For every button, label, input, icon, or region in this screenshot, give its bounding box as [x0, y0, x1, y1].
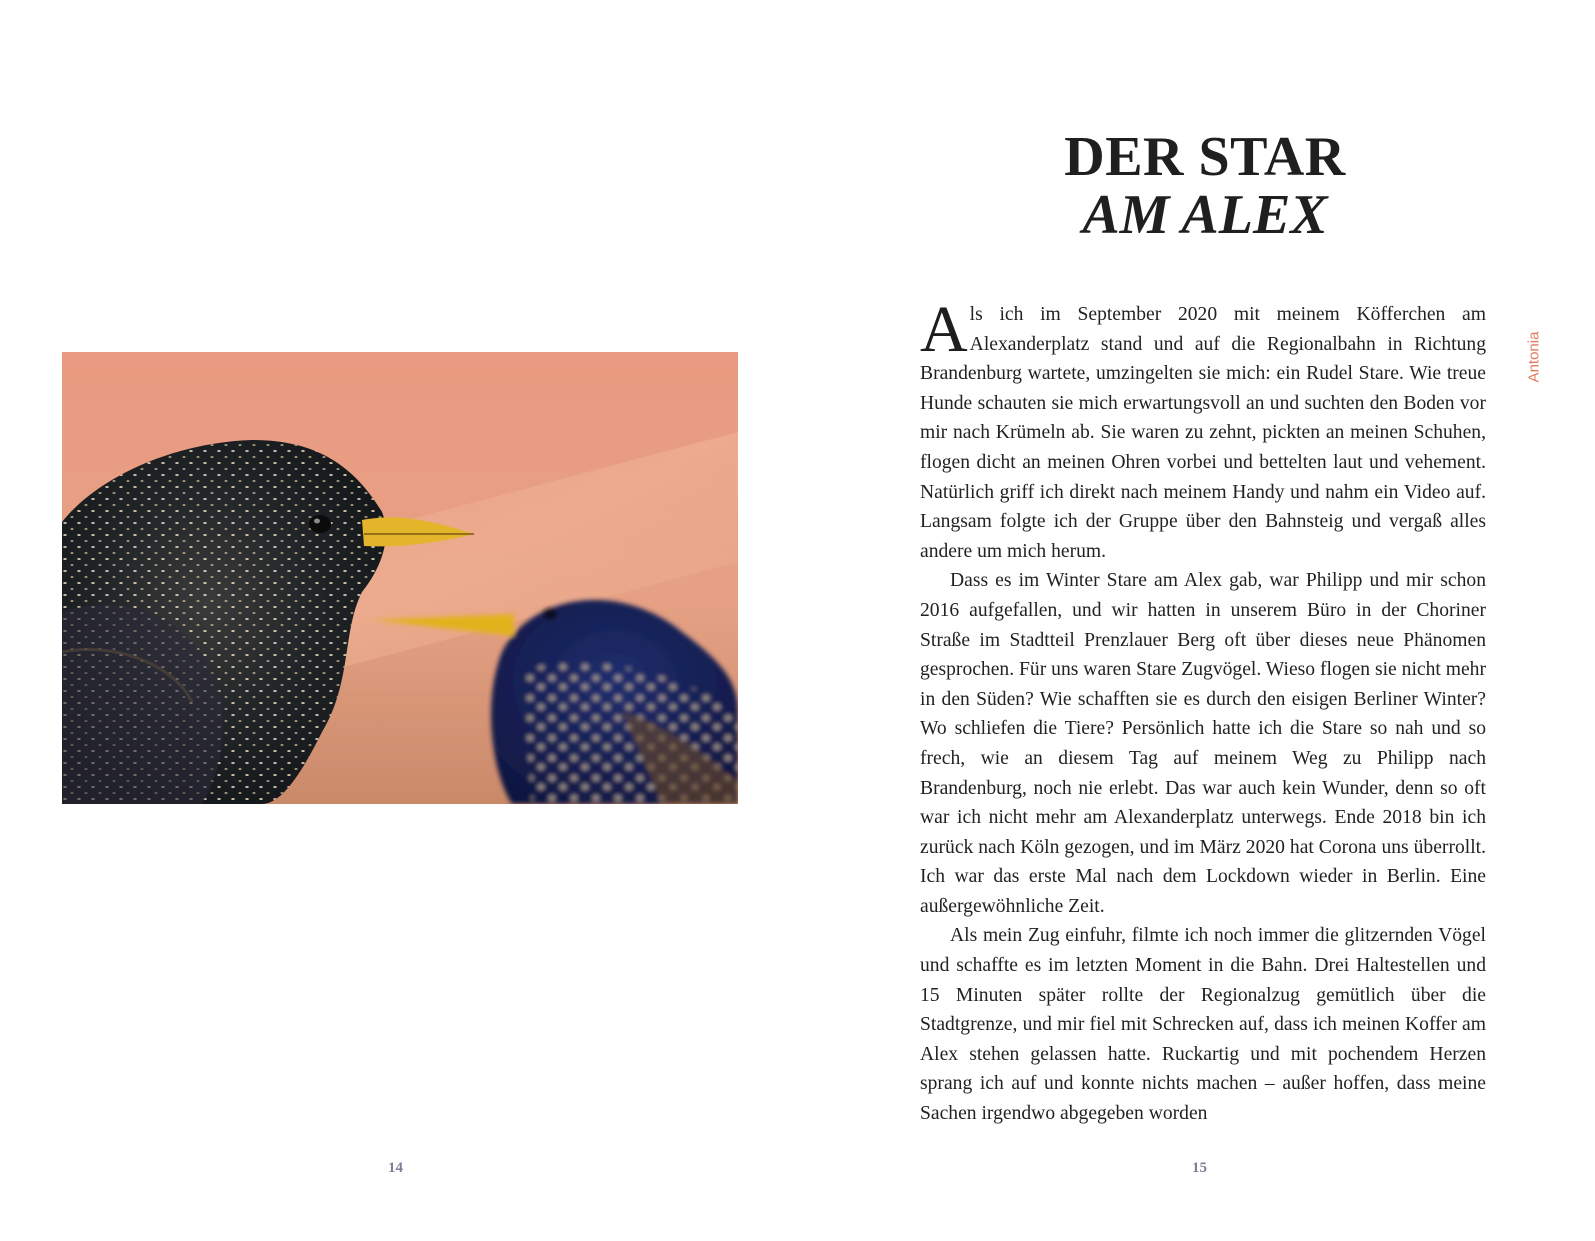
chapter-title-line1: DER STAR: [1064, 126, 1346, 188]
paragraph-1-text: ls ich im September 2020 mit meinem Köfferchen am Alexanderplatz stand und auf die Regionalbahn in Richtung Brandenburg wartete, umzingelten sie mich: ein Rudel Stare. Wie treue Hunde schauten sie mich erwartungsvoll an und suchten den Boden vor mir nach Krümeln ab. Sie waren zu zehnt, pickten an meinen Schuhen, flogen dicht an meinen Ohren vorbei und bettelten laut und vehement. Natürlich griff ich direkt nach meinem Handy und nahm ein Video auf. Langsam folgte ich der Gruppe über den Bahnsteig und vergaß alles andere um mich herum.: [920, 304, 1486, 562]
starling-photo: [62, 352, 738, 804]
author-side-tab: [1522, 322, 1546, 392]
starling-illustration: [62, 352, 738, 804]
page-number-right: 15: [1192, 1160, 1207, 1176]
chapter-title-line2: AM ALEX: [1082, 184, 1328, 246]
page-number-left: 14: [388, 1160, 403, 1176]
author-side-tab-label: Antonia: [1525, 331, 1543, 383]
paragraph-1: [920, 293, 1486, 566]
chapter-title: [920, 128, 1490, 244]
paragraph-3: Als mein Zug einfuhr, filmte ich noch immer die glitzernden Vögel und schaffte es im letzten Moment in die Bahn. Drei Haltestellen und 15 Minuten später rollte der Regionalzug gemütlich über die Stadtgrenze, und mir fiel mit Schrecken auf, dass ich meinen Koffer am Alex stehen gelassen hatte. Ruckartig und mit pochendem Herzen sprang ich auf und konnte nichts machen – außer hoffen, dass meine Sachen irgendwo abgegeben worden: [920, 925, 1486, 1125]
paragraph-2: Dass es im Winter Stare am Alex gab, war Philipp und mir schon 2016 aufgefallen, und wir hatten in unserem Büro in der Choriner Straße im Stadtteil Prenzlauer Berg oft über dieses neue Phänomen gesprochen. Für uns waren Stare Zugvögel. Wieso flogen sie nicht mehr in den Süden? Wie schafften sie es durch den eisigen Berliner Winter? Wo schliefen die Tiere? Persönlich hatte ich die Stare so nah und so frech, wie an diesem Tag auf meinem Weg zu Philipp nach Brandenburg, noch nie erlebt. Das war auch kein Wunder, denn so oft war ich nicht mehr am Alexanderplatz unterwegs. Ende 2018 bin ich zurück nach Köln gezogen, und im März 2020 hat Corona uns überrollt. Ich war das erste Mal nach dem Lockdown wieder in Berlin. Eine außergewöhnliche Zeit.: [920, 570, 1486, 917]
chapter-body: [920, 293, 1486, 1129]
drop-cap: A: [920, 293, 968, 366]
